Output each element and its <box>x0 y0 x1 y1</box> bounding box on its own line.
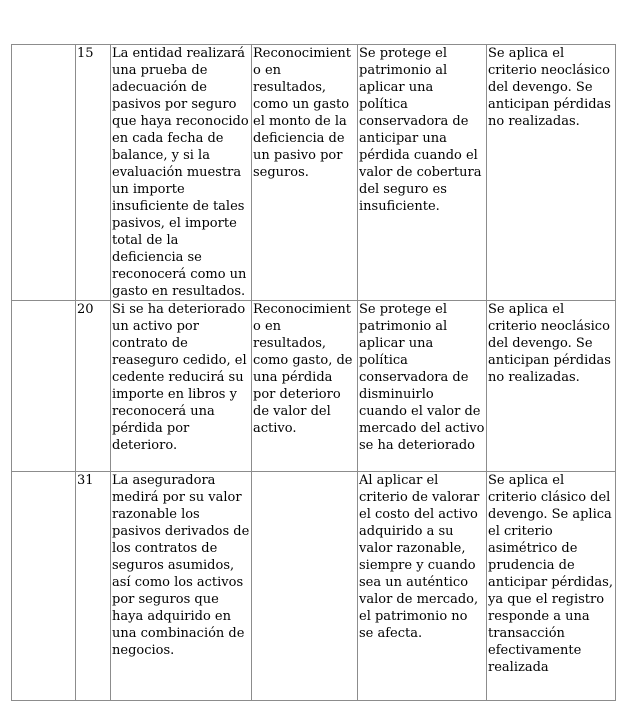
blank-cell <box>12 301 76 472</box>
table-row <box>12 472 616 701</box>
description-cell: La aseguradora medirá por su valor razonable los pasivos derivados de los contratos de seguros asumidos, así como los activos por seguros que haya adquirido en una combinación de negocios. <box>111 472 252 701</box>
description-cell: Si se ha deteriorado un activo por contrato de reaseguro cedido, el cedente reducirá su importe en libros y reconocerá una pérdida por deterioro. <box>111 301 252 472</box>
paragraph-number-cell: 20 <box>76 301 111 472</box>
description-cell: La entidad realizará una prueba de adecuación de pasivos por seguro que haya reconocido en cada fecha de balance, y si la evaluación muestra un importe insuficiente de tales pasivos, el importe total de la deficiencia se reconocerá como un gasto en resultados. <box>111 45 252 301</box>
blank-cell <box>12 45 76 301</box>
recognition-cell <box>252 472 358 701</box>
equity-effect-cell: Al aplicar el criterio de valorar el costo del activo adquirido a su valor razonable, siempre y cuando sea un auténtico valor de mercado, el patrimonio no se afecta. <box>358 472 487 701</box>
recognition-cell: Reconocimiento en resultados, como gasto, de una pérdida por deterioro de valor del activo. <box>252 301 358 472</box>
blank-cell <box>12 472 76 701</box>
equity-effect-cell: Se protege el patrimonio al aplicar una política conservadora de anticipar una pérdida cuando el valor de cobertura del seguro es insuficiente. <box>358 45 487 301</box>
table-row <box>12 45 616 301</box>
equity-effect-cell: Se protege el patrimonio al aplicar una política conservadora de disminuirlo cuando el valor de mercado del activo se ha deteriorado <box>358 301 487 472</box>
table-row <box>12 301 616 472</box>
ifrs-insurance-table <box>11 44 616 701</box>
accrual-criterion-cell: Se aplica el criterio neoclásico del devengo. Se anticipan pérdidas no realizadas. <box>487 301 616 472</box>
accrual-criterion-cell: Se aplica el criterio clásico del devengo. Se aplica el criterio asimétrico de prudencia de anticipar pérdidas, ya que el registro responde a una transacción efectivamente realizada <box>487 472 616 701</box>
recognition-cell: Reconocimiento en resultados, como un gasto el monto de la deficiencia de un pasivo por seguros. <box>252 45 358 301</box>
paragraph-number-cell: 31 <box>76 472 111 701</box>
accrual-criterion-cell: Se aplica el criterio neoclásico del devengo. Se anticipan pérdidas no realizadas. <box>487 45 616 301</box>
paragraph-number-cell: 15 <box>76 45 111 301</box>
